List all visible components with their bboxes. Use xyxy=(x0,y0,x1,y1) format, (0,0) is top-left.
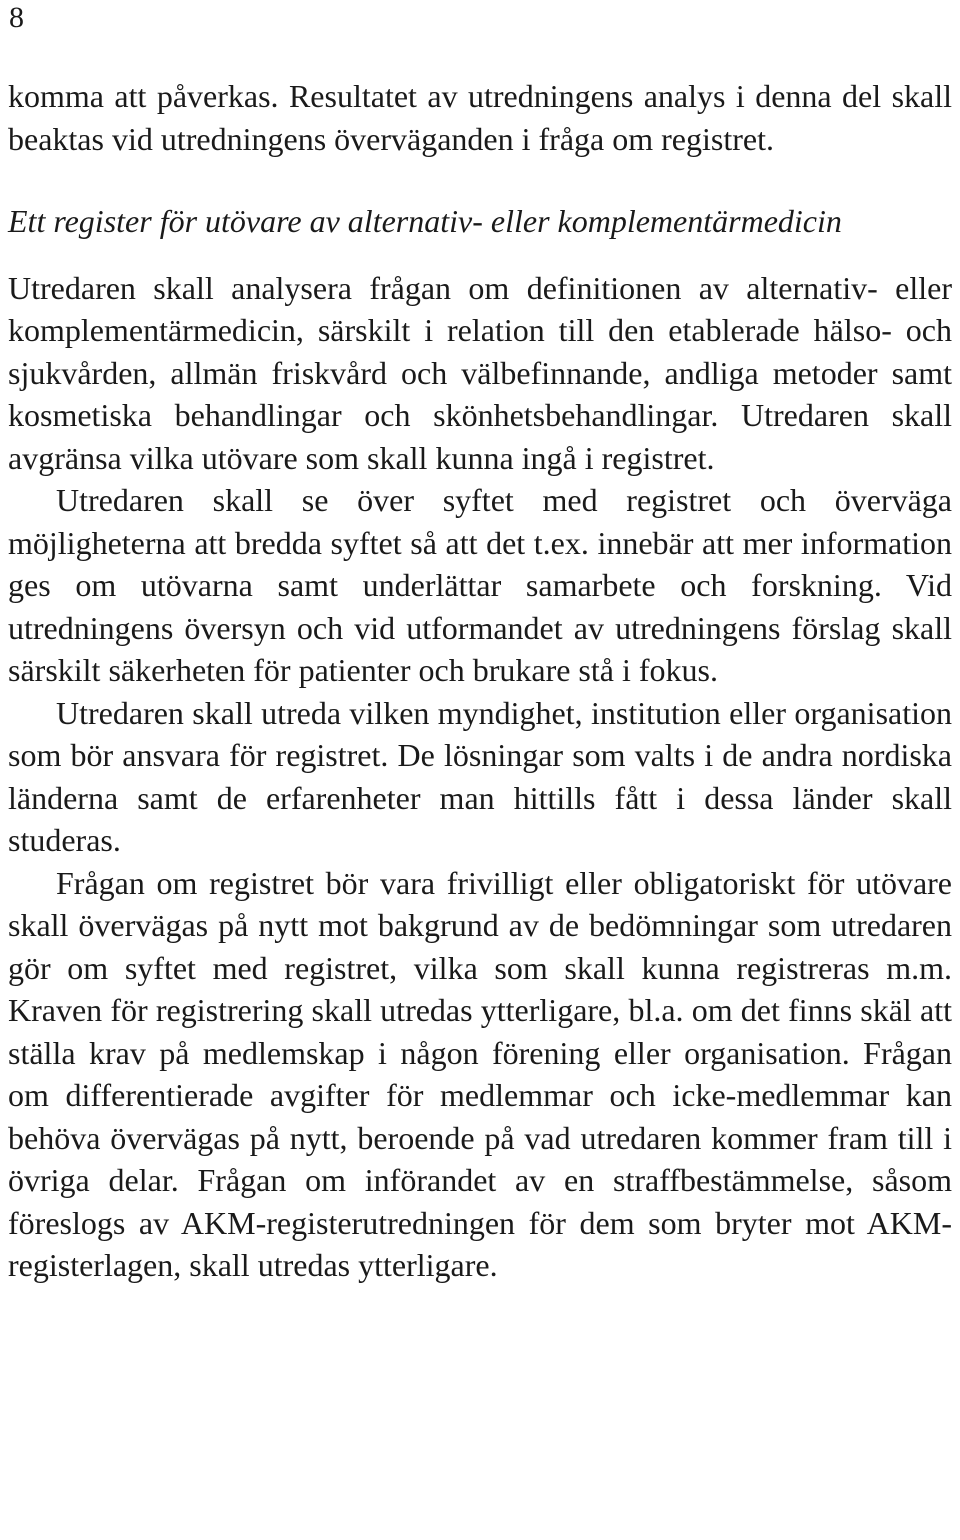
paragraph-authority: Utredaren skall utreda vilken myndighet, institution eller organisation som bör ansvara för registret. De lösningar som valts i de andra nordiska länderna samt de erfarenheter man hittills fått i dessa länder skall studeras. xyxy=(8,694,952,858)
paragraph-definition: Utredaren skall analysera frågan om definitionen av alternativ- eller komplementärmedicin, särskilt i relation till den etablerade hälso- och sjukvården, allmän friskvård och välbefinnande, andliga metoder samt kosmetiska behandlingar och skönhetsbehandlingar. Utredaren skall avgränsa vilka utövare som skall kunna ingå i registret. xyxy=(8,269,952,476)
paragraph-requirements: Frågan om registret bör vara frivilligt eller obligatoriskt för utövare skall övervägas på nytt mot bakgrund av de bedömningar som utredaren gör om syftet med registret, vilka som skall kunna registreras m.m. Kraven för registrering skall utredas ytterligare, bl.a. om det finns skäl att ställa krav på medlemskap i någon förening eller organisation. Frågan om differentierade avgifter för medlemmar och icke-medlemmar kan behöva övervägas på nytt, beroende på vad utredaren kommer fram till i övriga delar. Frågan om införandet av en straffbestämmelse, såsom föreslogs av AKM-registerutredningen för dem som bryter mot AKM-registerlagen, skall utredas ytterligare. xyxy=(8,864,952,1283)
spacer xyxy=(8,160,952,200)
section-heading: Ett register för utövare av alternativ- eller komplementärmedicin xyxy=(8,203,842,239)
page-number: 8 xyxy=(9,1,24,34)
spacer xyxy=(8,243,952,267)
document-body xyxy=(8,75,952,1287)
paragraph-purpose: Utredaren skall se över syftet med registret och överväga möjligheterna att bredda syftet så att det t.ex. innebär att mer information ges om utövarna samt underlättar samarbete och forskning. Vid utredningens översyn och vid utformandet av utredningens förslag skall särskilt säkerheten för patienter och brukare stå i fokus. xyxy=(8,482,952,688)
paragraph-continued: komma att påverkas. Resultatet av utredningens analys i denna del skall beaktas vid utredningens överväganden i fråga om registret. xyxy=(8,78,952,157)
